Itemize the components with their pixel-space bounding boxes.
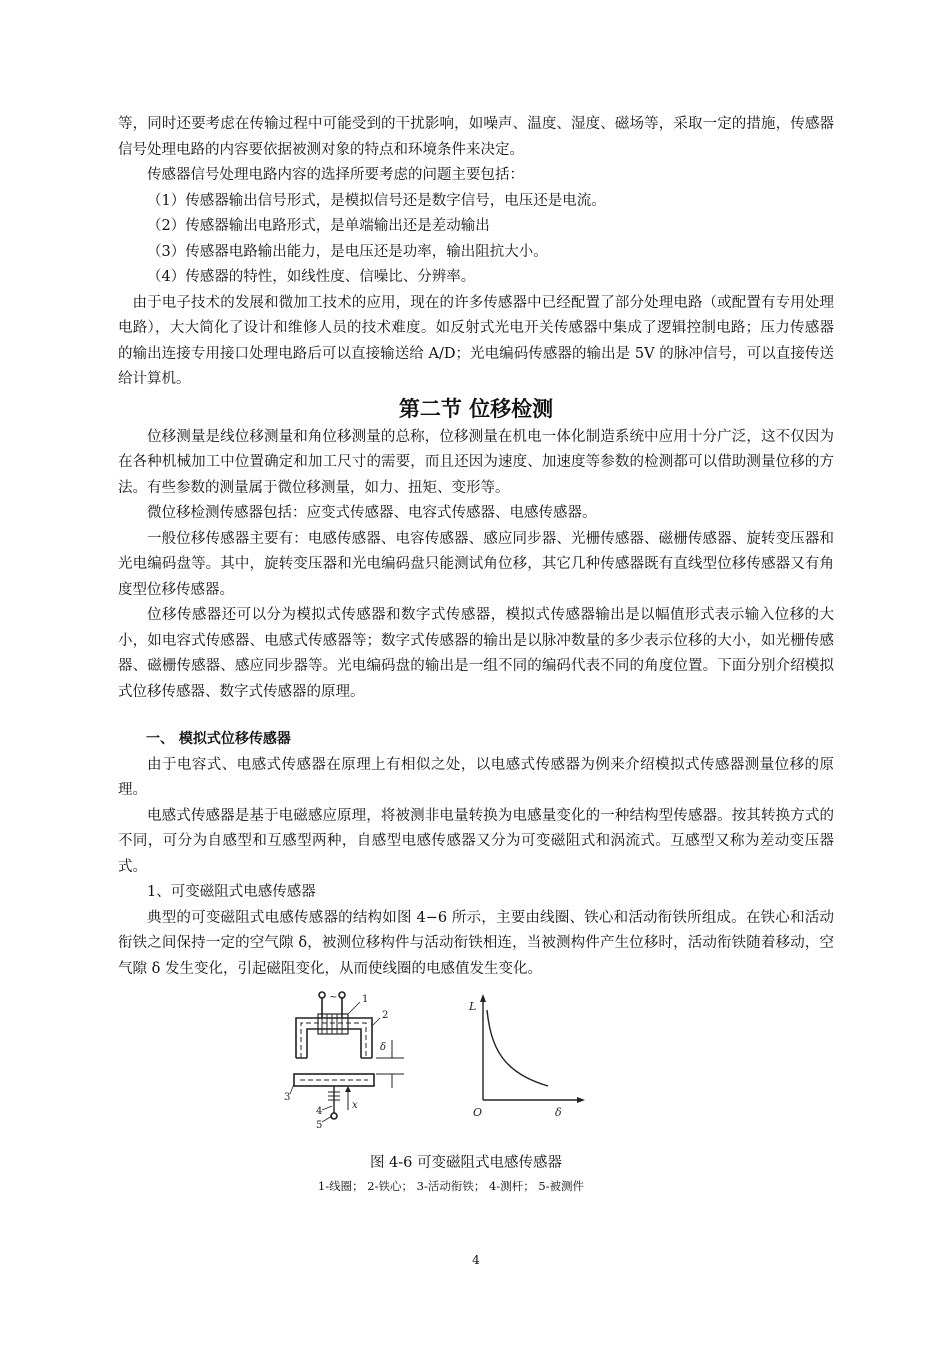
paragraph: 由于电容式、电感式传感器在原理上有相似之处，以电感式传感器为例来介绍模拟式传感器测量位移的原理。 (118, 756, 834, 798)
paragraph: 1、可变磁阻式电感传感器 (147, 884, 316, 900)
list-item: （2）传感器输出电路形式，是单端输出还是差动输出 (147, 218, 490, 234)
label-1: 1 (362, 994, 369, 1005)
document-page (118, 112, 834, 1194)
figure-caption: 图 4-6 可变磁阻式电感传感器 (369, 1155, 563, 1171)
list-item: （1）传感器输出信号形式，是模拟信号还是数字信号，电压还是电流。 (147, 192, 606, 209)
label-delta: δ (380, 1042, 387, 1053)
y-axis-label: L (469, 1000, 477, 1013)
paragraph: 典型的可变磁阻式电感传感器的结构如图 4−6 所示，主要由线圈、铁心和活动衔铁所组成。在铁心和活动衔铁之间保持一定的空气隙 δ，被测位移构件与活动衔铁相连，当被测构件产生位移时，活动衔铁随着移动，空气隙 δ 发生变化，引起磁阻变化，从而使线圈的电感值发生变化。 (118, 909, 834, 977)
figure (118, 988, 834, 1148)
subsection-title: 一、 模拟式位移传感器 (146, 731, 291, 747)
origin-label: O (473, 1106, 483, 1119)
paragraph: 位移传感器还可以分为模拟式传感器和数字式传感器，模拟式传感器输出是以幅值形式表示输入位移的大小，如电容式传感器、电感式传感器等；数字式传感器的输出是以脉冲数量的多少表示位移的大小，如光栅传感器、磁栅传感器、感应同步器等。光电编码盘的输出是一组不同的编码代表不同的角度位置。下面分别介绍模拟式位移传感器、数字式传感器的原理。 (118, 607, 834, 700)
label-4: 4 (316, 1106, 323, 1117)
inductance-curve-plot (463, 988, 593, 1128)
paragraph: 由于电子技术的发展和微加工技术的应用，现在的许多传感器中已经配置了部分处理电路（或配置有专用处理电路），大大简化了设计和维修人员的技术难度。如反射式光电开关传感器中集成了逻辑控制电路；压力传感器的输出连接专用接口处理电路后可以直接输送给 A/D；光电编码传感器的输出是 5V 的脉冲信号，可以直接传送给计算机。 (118, 294, 834, 387)
paragraph: 微位移检测传感器包括：应变式传感器、电容式传感器、电感传感器。 (147, 505, 597, 521)
paragraph: 一般位移传感器主要有：电感传感器、电容传感器、感应同步器、光栅传感器、磁栅传感器、旋转变压器和光电编码盘等。其中，旋转变压器和光电编码盘只能测试角位移，其它几种传感器既有直线型位移传感器又有角度型位移传感器。 (118, 530, 834, 598)
page-number: 4 (472, 1253, 480, 1267)
figure-legend: 1-线圈； 2-铁心； 3-活动衔铁； 4-测杆； 5-被测件 (317, 1179, 585, 1193)
paragraph: 传感器信号处理电路内容的选择所要考虑的问题主要包括： (147, 167, 524, 183)
paragraph: 位移测量是线位移测量和角位移测量的总称，位移测量在机电一体化制造系统中应用十分广泛，这不仅因为在各种机械加工中位置确定和加工尺寸的需要，而且还因为速度、加速度等参数的检测都可以借助测量位移的方法。有些参数的测量属于微位移测量，如力、扭矩、变形等。 (118, 428, 834, 496)
paragraph: 等，同时还要考虑在传输过程中可能受到的干扰影响，如噪声、温度、湿度、磁场等，采取一定的措施，传感器信号处理电路的内容要依据被测对象的特点和环境条件来决定。 (118, 116, 834, 158)
label-5: 5 (316, 1120, 323, 1131)
label-2: 2 (382, 1010, 389, 1021)
label-x: x (352, 1100, 358, 1111)
x-axis-label: δ (555, 1106, 562, 1119)
paragraph: 电感式传感器是基于电磁感应原理，将被测非电量转换为电感量变化的一种结构型传感器。按其转换方式的不同，可分为自感型和互感型两种，自感型电感传感器又分为可变磁阻式和涡流式。互感型又称为差动变压器式。 (118, 807, 834, 875)
section-title: 第二节 位移检测 (398, 396, 554, 421)
list-item: （4）传感器的特性，如线性度、信噪比、分辨率。 (147, 269, 476, 285)
label-3: 3 (284, 1092, 291, 1103)
sensor-structure-diagram (276, 988, 426, 1138)
label-tilde: ~ (329, 992, 338, 1003)
list-item: （3）传感器电路输出能力，是电压还是功率，输出阻抗大小。 (147, 243, 548, 260)
